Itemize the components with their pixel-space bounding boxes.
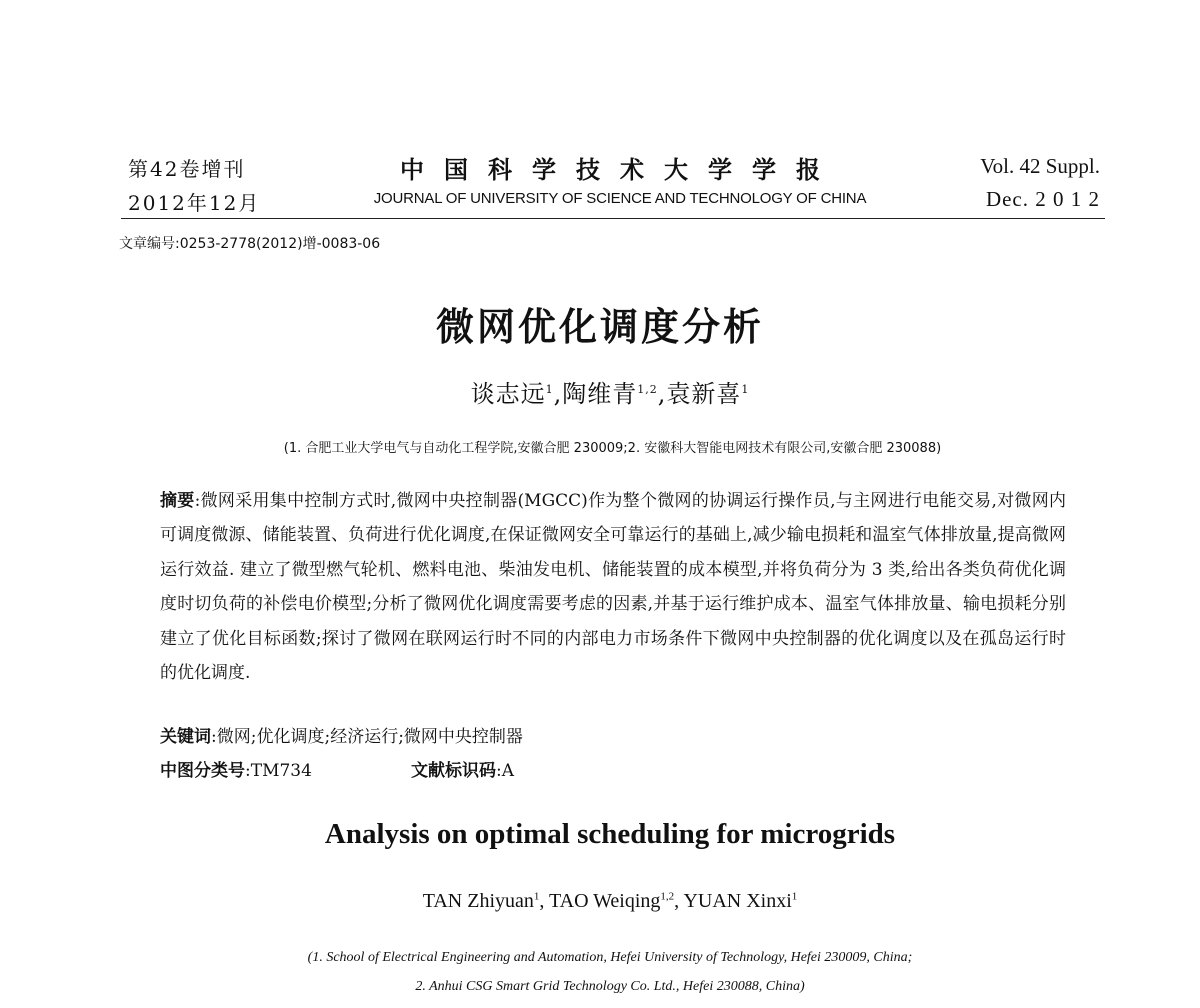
author-sup: 1 (533, 890, 540, 903)
affiliation-en-text: 2. Anhui CSG Smart Grid Technology Co. Ltd., Hefei 230088, China) (415, 979, 805, 994)
author-sup: 1 (545, 383, 554, 396)
author-sup: 1,2 (660, 890, 675, 903)
paper-title-en: Analysis on optimal scheduling for microgrids (324, 818, 896, 850)
journal-title-en: JOURNAL OF UNIVERSITY OF SCIENCE AND TECHNOLOGY OF CHINA (373, 190, 867, 207)
doc-code-sep: : (496, 761, 502, 781)
keywords (160, 722, 523, 747)
date-en: Dec. 2 0 1 2 (985, 187, 1100, 211)
author-sep: , (539, 890, 550, 912)
author-name: TAO Weiqing (549, 890, 661, 912)
paper-title-cn: 微网优化调度分析 (435, 305, 764, 349)
author-sup: 1 (791, 890, 798, 903)
author-name: TAN Zhiyuan (422, 890, 534, 912)
keywords-text: 微网;优化调度;经济运行;微网中央控制器 (216, 727, 523, 747)
author-sup: 1 (741, 383, 750, 396)
doc-code-label: 文献标识码 (411, 761, 496, 781)
doc-code-text: A (501, 761, 515, 781)
keywords-sep: : (211, 727, 217, 747)
author-name: 谈志远 (470, 380, 546, 408)
author-name: 袁新喜 (666, 380, 742, 408)
author-sep: , (657, 380, 667, 408)
article-number: 文章编号:0253-2778(2012)增-0083-06 (119, 236, 381, 252)
authors-en (0, 890, 1200, 913)
author-sep: , (553, 380, 563, 408)
classification-label: 中图分类号 (160, 761, 245, 781)
document-code (411, 756, 514, 781)
classification (160, 756, 312, 781)
author-name: 陶维青 (562, 380, 638, 408)
affiliation-en-line2 (0, 979, 1200, 995)
volume-cn: 第42卷增刊 (128, 157, 246, 181)
affiliation-en-line1 (0, 950, 1200, 966)
classification-text: TM734 (250, 761, 312, 781)
author-sep: , (674, 890, 684, 912)
abstract-text: 微网采用集中控制方式时,微网中央控制器(MGCC)作为整个微网的协调运行操作员,与主网进行电能交易,对微网内可调度微源、储能装置、负荷进行优化调度,在保证微网安全可靠运行的基础上,减少输电损耗和温室气体排放量,提高微网运行效益. 建立了微型燃气轮机、燃料电池、柴油发电机、储能装置的成本模型,并将负荷分为 3 类,给出各类负荷优化调度时切负荷的补偿电价模型;分析了微网优化调度需要考虑的因素,并基于运行维护成本、温室气体排放量、输电损耗分别建立了优化目标函数;探讨了微网在联网运行时不同的内部电力市场条件下微网中央控制器的优化调度以及在孤岛运行时的优化调度. (160, 491, 1067, 684)
journal-title-cn: 中国科学技术大学学报 (400, 155, 840, 184)
classification-sep: : (245, 761, 251, 781)
keywords-label: 关键词 (160, 727, 211, 747)
abstract-label: 摘要 (160, 491, 195, 511)
abstract (160, 484, 1066, 690)
authors-cn (0, 374, 1200, 409)
header-rule (121, 218, 1105, 219)
abstract-sep: : (194, 491, 201, 511)
date-cn: 2012年12月 (128, 191, 261, 215)
affiliation-cn: (1. 合肥工业大学电气与自动化工程学院,安徽合肥 230009;2. 安徽科大智能电网技术有限公司,安徽合肥 230088) (283, 441, 942, 456)
author-name: YUAN Xinxi (683, 890, 792, 912)
volume-en: Vol. 42 Suppl. (980, 154, 1100, 178)
author-sup: 1,2 (637, 383, 658, 396)
affiliation-en-text: (1. School of Electrical Engineering and Automation, Hefei University of Technology, Hefei 230009, China; (307, 950, 913, 965)
